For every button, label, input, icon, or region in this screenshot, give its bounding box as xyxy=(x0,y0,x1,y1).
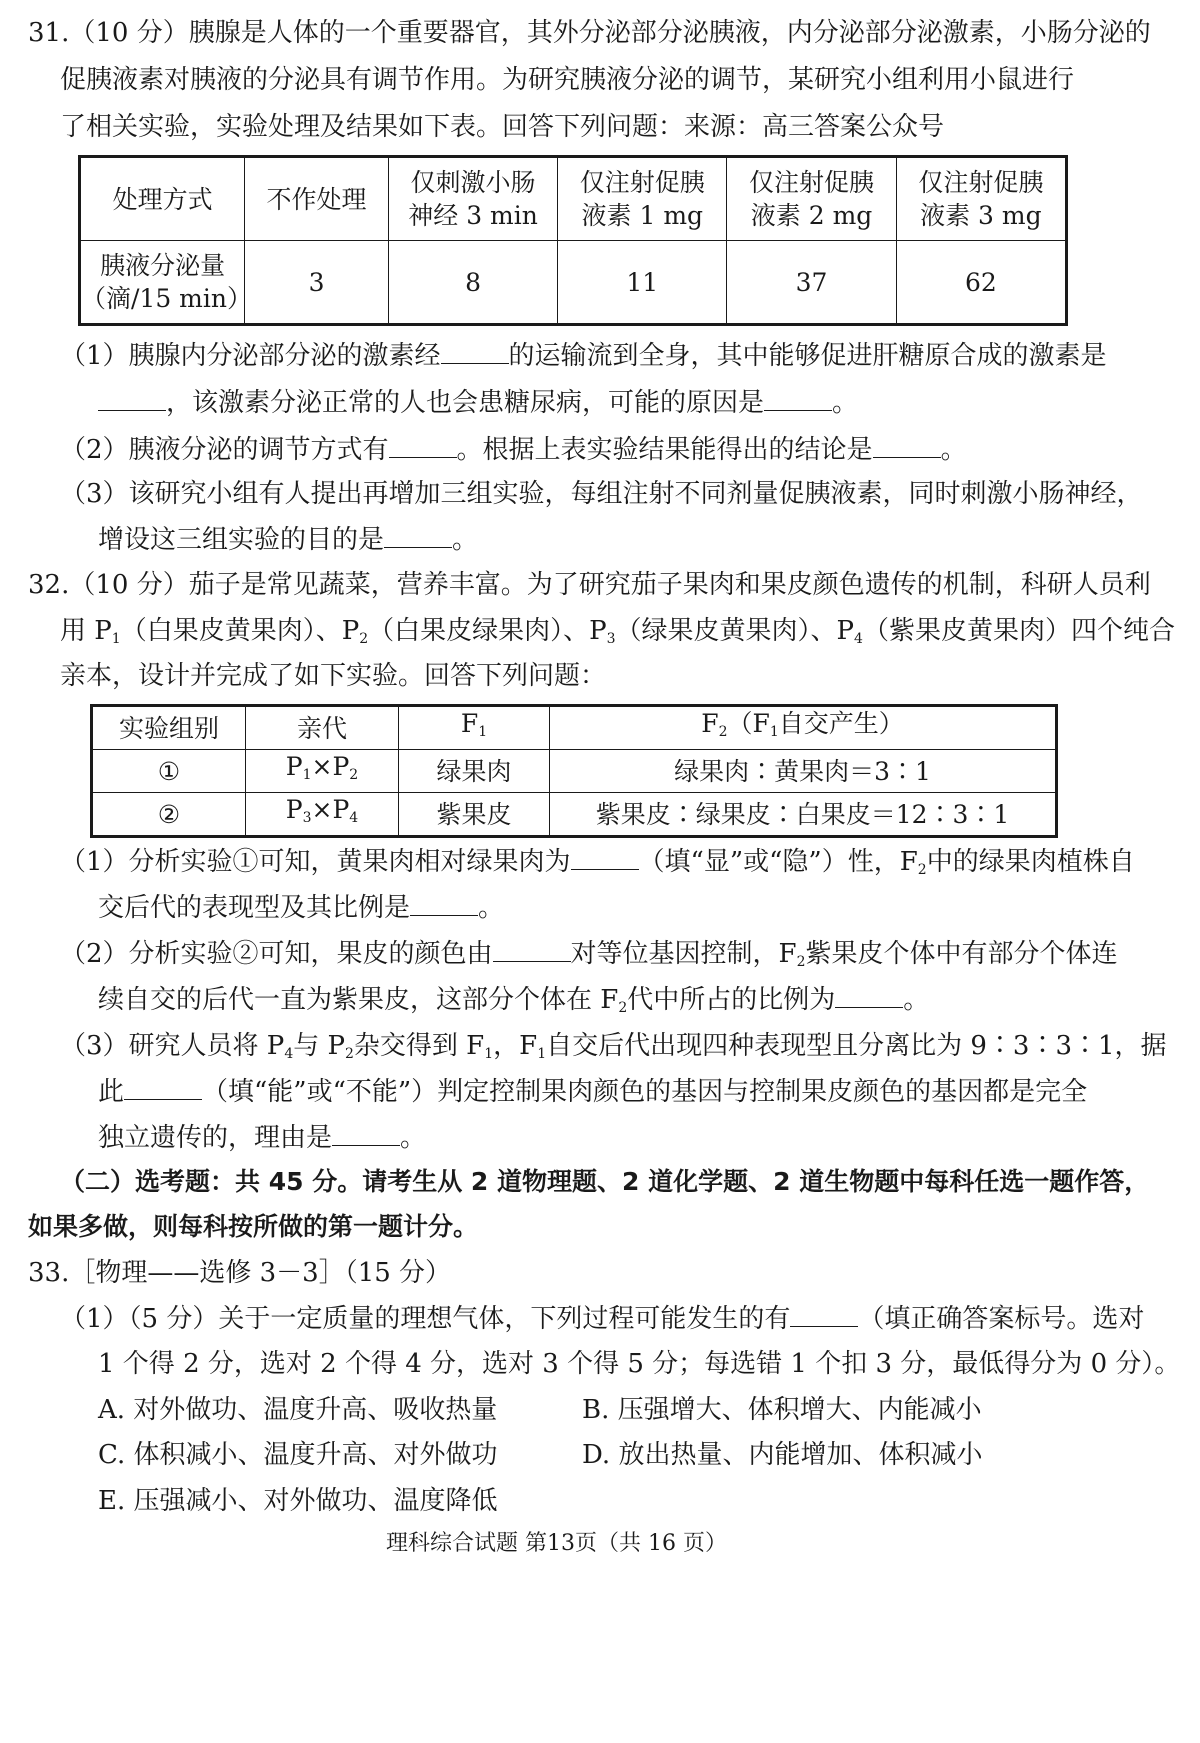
subscript: 4 xyxy=(854,631,863,647)
subscript: 2 xyxy=(345,1046,354,1062)
table-cell: 37 xyxy=(727,241,896,325)
answer-blank[interactable] xyxy=(764,388,832,411)
q33-option-c: C. 体积减小、温度升高、对外做功 xyxy=(98,1440,498,1470)
text: 独立遗传的，理由是 xyxy=(98,1123,333,1153)
answer-blank[interactable] xyxy=(493,939,571,962)
text: （1）分析实验①可知，黄果肉相对绿果肉为 xyxy=(60,847,571,877)
text: 增设这三组实验的目的是 xyxy=(98,525,385,555)
text: F xyxy=(460,709,479,738)
q31-intro-line1: 31.（10 分）胰腺是人体的一个重要器官，其外分泌部分泌胰液，内分泌部分泌激素，小肠分泌的 xyxy=(28,18,1151,48)
text: 。 xyxy=(832,388,859,418)
table-header-cell: 仅注射促胰 液素 3 mg xyxy=(896,157,1066,241)
subscript: 3 xyxy=(302,810,312,826)
text: （白果皮黄果肉）、P xyxy=(120,616,360,646)
subscript: 1 xyxy=(537,1046,547,1062)
q33-option-e: E. 压强减小、对外做功、温度降低 xyxy=(98,1486,498,1516)
answer-blank[interactable] xyxy=(873,435,941,458)
text: 杂交得到 F xyxy=(353,1031,485,1061)
table-cell: ② xyxy=(92,793,246,837)
subscript: 2 xyxy=(796,954,806,970)
subscript: 1 xyxy=(111,631,121,647)
text: P xyxy=(285,795,303,824)
q31-table xyxy=(78,155,1068,326)
q33-part1-line1 xyxy=(60,1302,1144,1336)
q31-part3-line2 xyxy=(98,523,478,557)
q32-table xyxy=(90,704,1058,838)
table-cell: 62 xyxy=(896,241,1066,325)
table-cell: 紫果皮 xyxy=(399,793,550,837)
subscript: 3 xyxy=(606,631,616,647)
text: （填“显”或“隐”）性，F xyxy=(638,847,918,877)
text: F xyxy=(701,709,719,738)
text: 自交后代出现四种表现型且分离比为 9∶3∶3∶1，据 xyxy=(546,1031,1167,1061)
page-footer: 理科综合试题 第13页（共 16 页） xyxy=(386,1531,727,1556)
subscript: 2 xyxy=(917,862,927,878)
q32-part1-line1 xyxy=(60,845,1135,887)
subscript: 1 xyxy=(484,1046,494,1062)
text: 的运输流到全身，其中能够促进肝糖原合成的激素是 xyxy=(508,341,1107,371)
q32-intro-line2 xyxy=(60,614,1175,656)
table-header-cell xyxy=(399,706,550,750)
answer-blank[interactable] xyxy=(332,1123,400,1146)
text: （1）（5 分）关于一定质量的理想气体，下列过程可能发生的有 xyxy=(60,1304,791,1334)
q31-intro-line3: 了相关实验，实验处理及结果如下表。回答下列问题：来源：高三答案公众号 xyxy=(60,112,945,142)
text: （紫果皮黄果肉）四个纯合 xyxy=(862,616,1175,646)
table-cell xyxy=(246,750,399,793)
q31-part1-line2 xyxy=(98,386,858,420)
text: （F xyxy=(727,709,770,738)
q32-intro-line3: 亲本，设计并完成了如下实验。回答下列问题： xyxy=(60,661,607,691)
subscript: 4 xyxy=(284,1046,294,1062)
q33-title: 33.［物理——选修 3－3］（15 分） xyxy=(28,1258,452,1288)
answer-blank[interactable] xyxy=(835,985,903,1008)
table-cell: 绿果肉∶黄果肉＝3∶1 xyxy=(550,750,1057,793)
subscript: 2 xyxy=(618,1000,628,1016)
table-header-cell: 仅注射促胰 液素 1 mg xyxy=(558,157,727,241)
q32-part3-line2 xyxy=(98,1075,1087,1109)
text: 中的绿果肉植株自 xyxy=(926,847,1135,877)
q33-option-d: D. 放出热量、内能增加、体积减小 xyxy=(582,1440,983,1470)
q32-part1-line2 xyxy=(98,891,504,925)
text: （2）胰液分泌的调节方式有 xyxy=(60,435,389,465)
text: ×P xyxy=(311,795,350,824)
text: （填“能”或“不能”）判定控制果肉颜色的基因与控制果皮颜色的基因都是完全 xyxy=(202,1077,1088,1107)
text: （白果皮绿果肉）、P xyxy=(368,616,607,646)
q32-part2-line1 xyxy=(60,937,1118,979)
table-cell xyxy=(246,793,399,837)
answer-blank[interactable] xyxy=(571,847,639,870)
table-header-cell: 亲代 xyxy=(246,706,399,750)
text: 对等位基因控制，F xyxy=(570,939,797,969)
subscript: 1 xyxy=(769,724,779,740)
answer-blank[interactable] xyxy=(441,341,509,364)
answer-blank[interactable] xyxy=(389,435,457,458)
table-cell: 紫果皮∶绿果皮∶白果皮＝12∶3∶1 xyxy=(550,793,1057,837)
subscript: 2 xyxy=(359,631,369,647)
q31-part3-line1: （3）该研究小组有人提出再增加三组实验，每组注射不同剂量促胰液素，同时刺激小肠神经， xyxy=(60,479,1143,509)
q31-intro-line2: 促胰液素对胰液的分泌具有调节作用。为研究胰液分泌的调节，某研究小组利用小鼠进行 xyxy=(60,65,1075,95)
text: 。 xyxy=(903,985,930,1015)
table-header-cell: 处理方式 xyxy=(80,157,245,241)
text: 。 xyxy=(400,1123,427,1153)
subscript: 4 xyxy=(349,810,359,826)
text: 。根据上表实验结果能得出的结论是 xyxy=(456,435,873,465)
text: 与 P xyxy=(293,1031,345,1061)
section2-heading-line1: （二）选考题：共 45 分。请考生从 2 道物理题、2 道化学题、2 道生物题中每科任选一题作答， xyxy=(60,1167,1150,1196)
text: 。 xyxy=(940,435,967,465)
table-cell: 绿果肉 xyxy=(399,750,550,793)
table-header-cell: 仅注射促胰 液素 2 mg xyxy=(727,157,896,241)
section2-heading-line2: 如果多做，则每科按所做的第一题计分。 xyxy=(28,1212,479,1241)
table-header-cell: 不作处理 xyxy=(245,157,389,241)
table-cell: 3 xyxy=(245,241,389,325)
q32-part3-line3 xyxy=(98,1121,426,1155)
q31-part1-line1 xyxy=(60,339,1107,373)
text: 。 xyxy=(478,893,505,923)
subscript: 1 xyxy=(302,767,312,783)
text: （1）胰腺内分泌部分泌的激素经 xyxy=(60,341,441,371)
table-header-cell: 实验组别 xyxy=(92,706,246,750)
text: （2）分析实验②可知，果皮的颜色由 xyxy=(60,939,493,969)
q33-part1-line2: 1 个得 2 分，选对 2 个得 4 分，选对 3 个得 5 分；每选错 1 个扣 3 分，最低得分为 0 分）。 xyxy=(98,1349,1181,1379)
subscript: 1 xyxy=(478,724,488,740)
answer-blank[interactable] xyxy=(124,1077,202,1100)
q32-part2-line2 xyxy=(98,983,929,1025)
answer-blank[interactable] xyxy=(410,893,478,916)
text: 此 xyxy=(98,1077,125,1107)
text: 用 P xyxy=(60,616,112,646)
table-cell: ① xyxy=(92,750,246,793)
answer-blank[interactable] xyxy=(98,388,166,411)
answer-blank[interactable] xyxy=(384,525,452,548)
q32-part3-line1 xyxy=(60,1029,1167,1071)
text: P xyxy=(285,752,303,781)
text: （3）研究人员将 P xyxy=(60,1031,285,1061)
table-cell: 11 xyxy=(558,241,727,325)
text: ，F xyxy=(493,1031,538,1061)
q33-option-a: A. 对外做功、温度升高、吸收热量 xyxy=(98,1395,498,1425)
table-header-cell xyxy=(550,706,1057,750)
text: 续自交的后代一直为紫果皮，这部分个体在 F xyxy=(98,985,619,1015)
text: （填正确答案标号。选对 xyxy=(858,1304,1145,1334)
text: 代中所占的比例为 xyxy=(627,985,836,1015)
text: 交后代的表现型及其比例是 xyxy=(98,893,411,923)
text: （绿果皮黄果肉）、P xyxy=(615,616,855,646)
subscript: 2 xyxy=(349,767,359,783)
text: 自交产生） xyxy=(778,709,904,738)
text: ，该激素分泌正常的人也会患糖尿病，可能的原因是 xyxy=(166,388,765,418)
subscript: 2 xyxy=(718,724,728,740)
text: 。 xyxy=(452,525,479,555)
q33-option-b: B. 压强增大、体积增大、内能减小 xyxy=(582,1395,982,1425)
table-row-label: 胰液分泌量 （滴/15 min） xyxy=(80,241,245,325)
answer-blank[interactable] xyxy=(790,1304,858,1327)
text: 紫果皮个体中有部分个体连 xyxy=(805,939,1118,969)
text: ×P xyxy=(311,752,350,781)
q31-part2 xyxy=(60,433,967,467)
q32-intro-line1: 32.（10 分）茄子是常见蔬菜，营养丰富。为了研究茄子果肉和果皮颜色遗传的机制，科研人员利 xyxy=(28,570,1151,600)
table-header-cell: 仅刺激小肠 神经 3 min xyxy=(388,157,557,241)
table-cell: 8 xyxy=(388,241,557,325)
